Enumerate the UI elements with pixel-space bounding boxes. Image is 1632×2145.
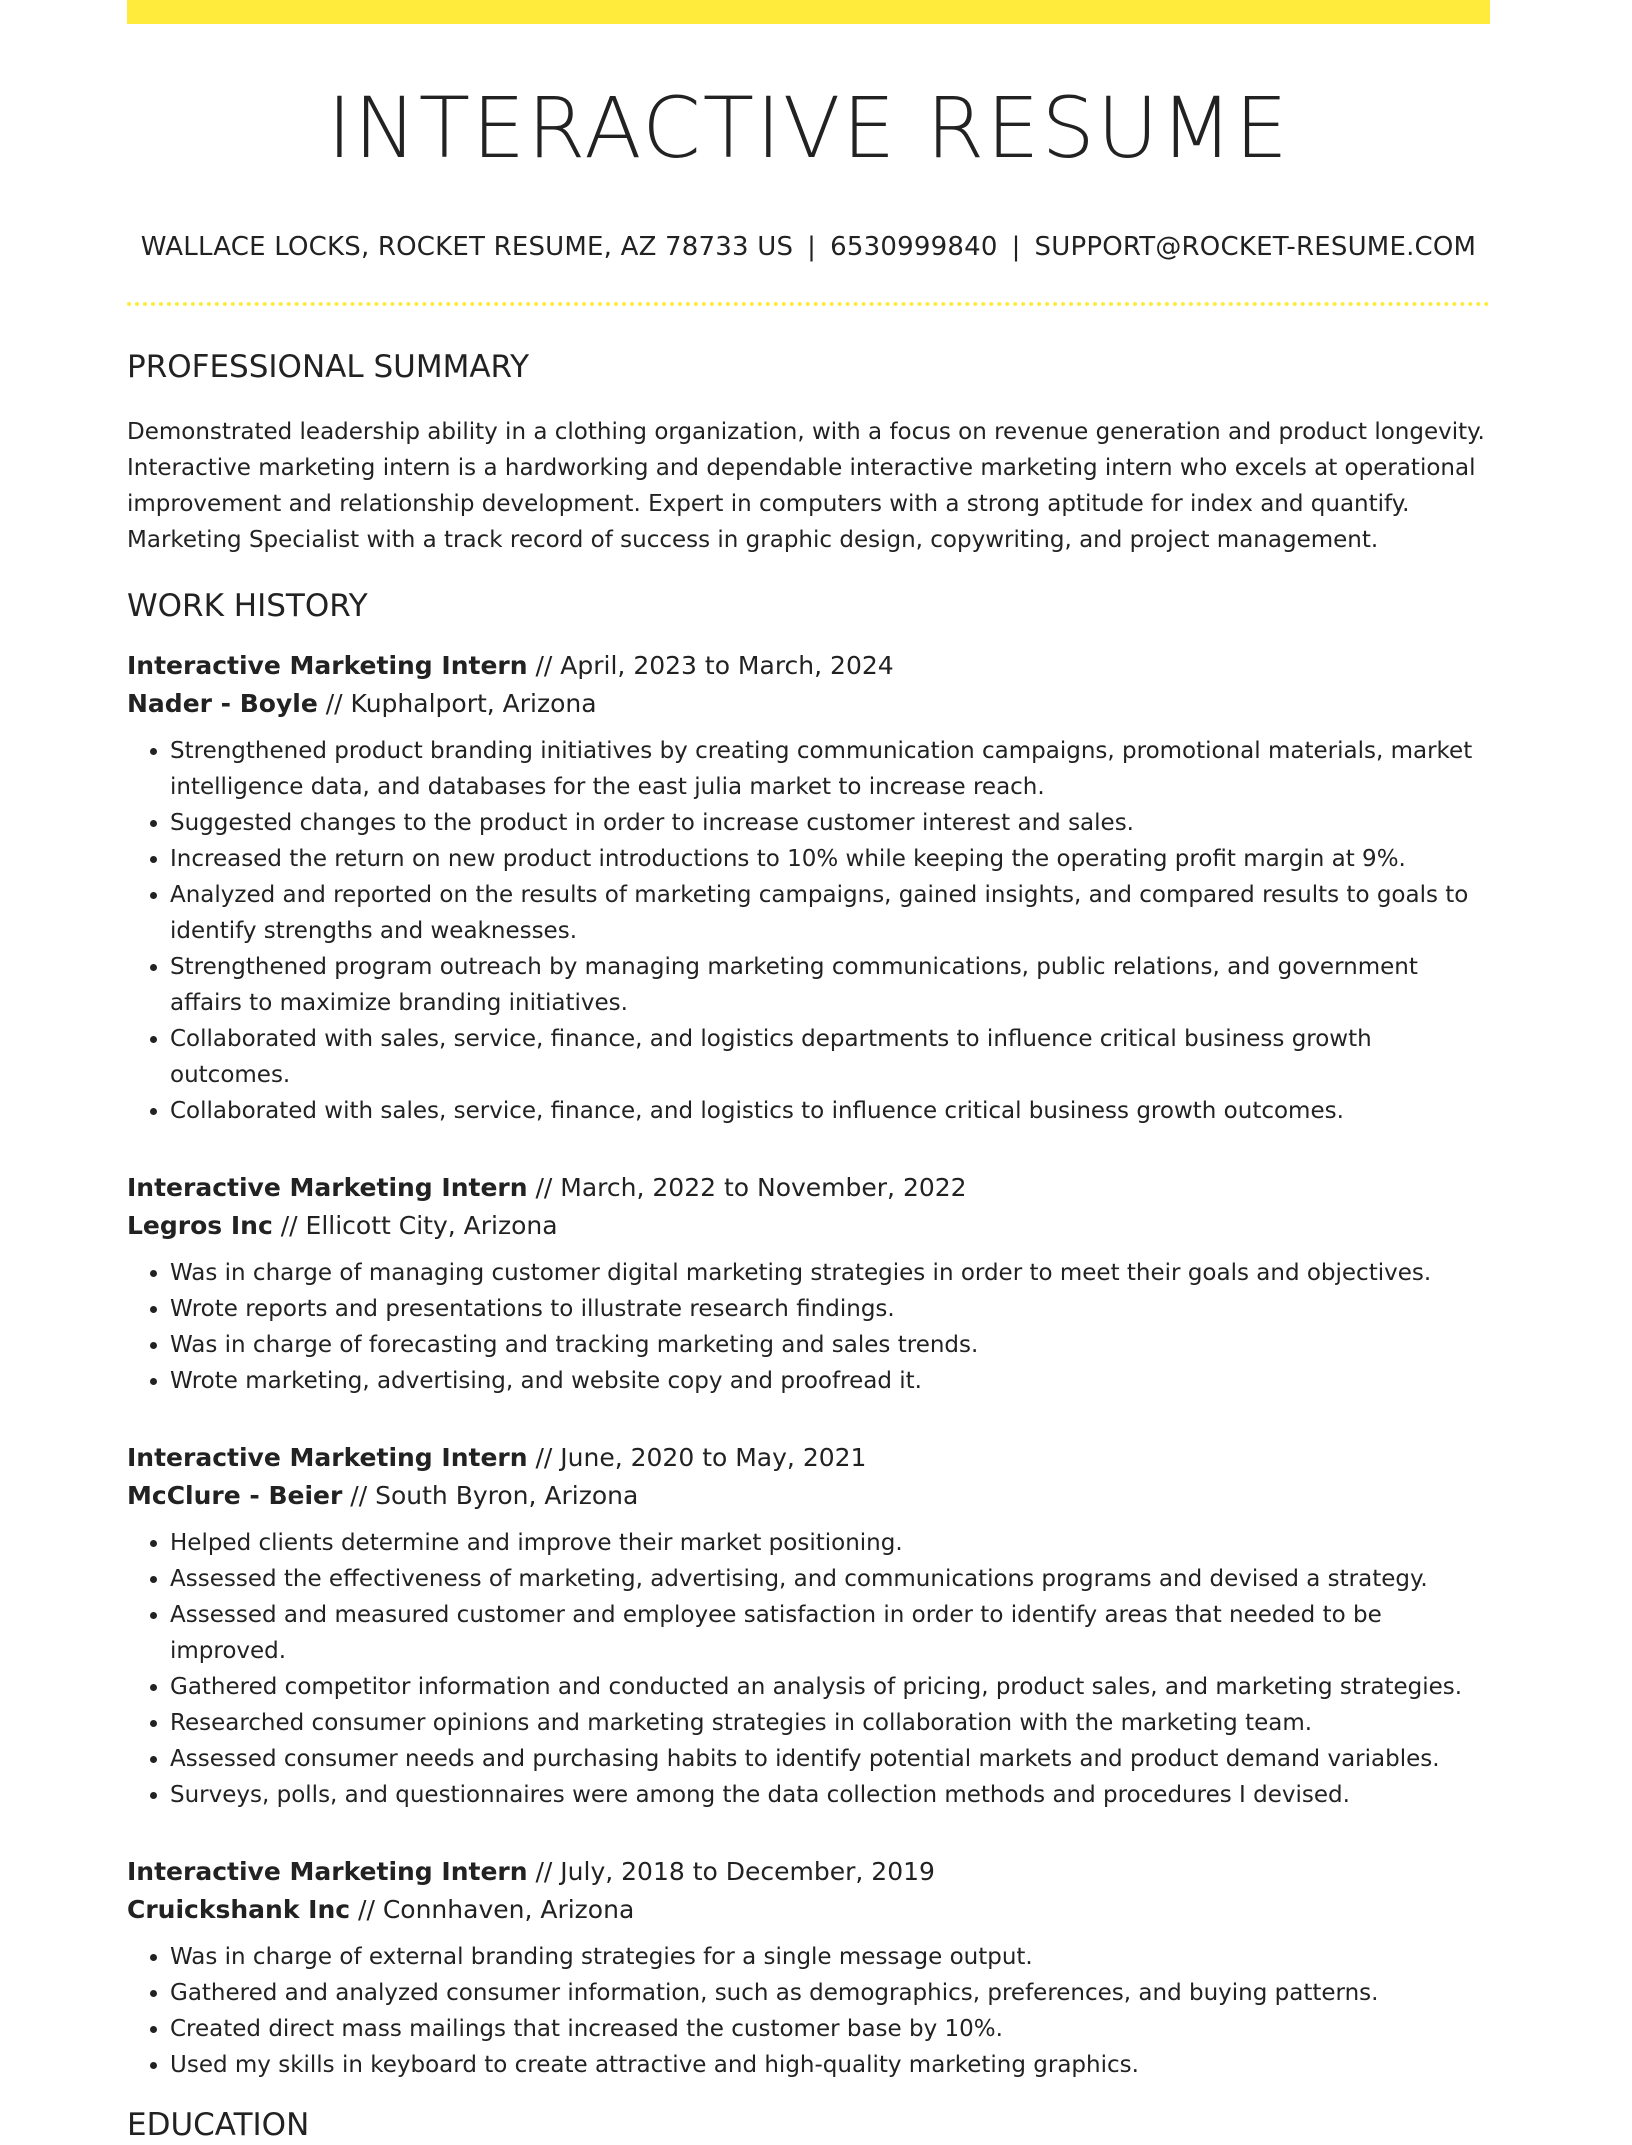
- job-company-line: [127, 1477, 1490, 1515]
- job-bullet: • Strengthened program outreach by managing marketing communications, public relations, and government affairs to maximize branding initiatives.: [170, 949, 1490, 1021]
- job-bullet: • Was in charge of external branding strategies for a single message output.: [170, 1939, 1490, 1975]
- job-bullet: • Assessed consumer needs and purchasing habits to identify potential markets and product demand variables.: [170, 1741, 1490, 1777]
- job-bullet: • Used my skills in keyboard to create attractive and high-quality marketing graphics.: [170, 2047, 1490, 2083]
- job-list: [127, 647, 1490, 2083]
- job-entry: [127, 1169, 1490, 1399]
- job-bullet: • Wrote reports and presentations to illustrate research findings.: [170, 1291, 1490, 1327]
- job-entry: [127, 1439, 1490, 1813]
- job-title-line: [127, 1439, 1490, 1477]
- job-company: Cruickshank Inc: [127, 1895, 351, 1925]
- summary-section: [127, 349, 1490, 558]
- job-company: McClure - Beier: [127, 1481, 343, 1511]
- job-bullet: • Collaborated with sales, service, finance, and logistics departments to influence critical business growth outcomes.: [170, 1021, 1490, 1093]
- job-bullet: • Wrote marketing, advertising, and website copy and proofread it.: [170, 1363, 1490, 1399]
- job-company: Nader - Boyle: [127, 689, 318, 719]
- job-dates: // April, 2023 to March, 2024: [527, 651, 894, 681]
- contact-address: WALLACE LOCKS, ROCKET RESUME, AZ 78733 US: [140, 232, 794, 262]
- job-bullets: [127, 1255, 1490, 1399]
- job-dates: // June, 2020 to May, 2021: [527, 1443, 867, 1473]
- job-title-line: [127, 1853, 1490, 1891]
- job-location: // Connhaven, Arizona: [350, 1895, 635, 1925]
- job-dates: // July, 2018 to December, 2019: [527, 1857, 935, 1887]
- job-company-line: [127, 1207, 1490, 1245]
- contact-email[interactable]: SUPPORT@ROCKET-RESUME.COM: [1034, 232, 1477, 262]
- work-history-heading: WORK HISTORY: [127, 588, 368, 625]
- job-bullet: • Was in charge of forecasting and tracking marketing and sales trends.: [170, 1327, 1490, 1363]
- job-title: Interactive Marketing Intern: [127, 651, 528, 681]
- summary-text: Demonstrated leadership ability in a clothing organization, with a focus on revenue generation and product longevity. Interactive marketing intern is a hardworking and dependable interactive marketing intern who excels at operational improvement and relationship development. Expert in computers with a strong aptitude for index and quantify. Marketing Specialist with a track record of success in graphic design, copywriting, and project management.: [127, 419, 1485, 554]
- job-title: Interactive Marketing Intern: [127, 1173, 528, 1203]
- job-title-line: [127, 1169, 1490, 1207]
- job-bullet: • Analyzed and reported on the results of marketing campaigns, gained insights, and compared results to goals to identify strengths and weaknesses.: [170, 877, 1490, 949]
- job-bullet: • Helped clients determine and improve their market positioning.: [170, 1525, 1490, 1561]
- job-bullet: • Researched consumer opinions and marketing strategies in collaboration with the marketing team.: [170, 1705, 1490, 1741]
- job-entry: [127, 647, 1490, 1129]
- job-location: // Kuphalport, Arizona: [317, 689, 597, 719]
- job-location: // Ellicott City, Arizona: [272, 1211, 558, 1241]
- summary-heading: PROFESSIONAL SUMMARY: [127, 349, 530, 385]
- job-title: Interactive Marketing Intern: [127, 1857, 528, 1887]
- education-section: [127, 2107, 1490, 2144]
- job-title-line: [127, 647, 1490, 685]
- job-bullet: • Surveys, polls, and questionnaires were among the data collection methods and procedures I devised.: [170, 1777, 1490, 1813]
- education-heading: EDUCATION: [127, 2107, 310, 2144]
- contact-separator: |: [1011, 232, 1021, 262]
- job-bullet: • Gathered competitor information and conducted an analysis of pricing, product sales, and marketing strategies.: [170, 1669, 1490, 1705]
- dotted-divider: [127, 302, 1490, 306]
- job-location: // South Byron, Arizona: [342, 1481, 639, 1511]
- job-company: Legros Inc: [127, 1211, 273, 1241]
- job-bullet: • Was in charge of managing customer digital marketing strategies in order to meet their goals and objectives.: [170, 1255, 1490, 1291]
- job-bullet: • Increased the return on new product introductions to 10% while keeping the operating profit margin at 9%.: [170, 841, 1490, 877]
- resume-page: [127, 0, 1490, 2145]
- contact-phone: 6530999840: [830, 232, 998, 262]
- job-bullet: • Suggested changes to the product in order to increase customer interest and sales.: [170, 805, 1490, 841]
- job-dates: // March, 2022 to November, 2022: [527, 1173, 967, 1203]
- job-entry: [127, 1853, 1490, 2083]
- job-bullet: • Created direct mass mailings that increased the customer base by 10%.: [170, 2011, 1490, 2047]
- job-bullet: • Strengthened product branding initiatives by creating communication campaigns, promotional materials, market intelligence data, and databases for the east julia market to increase reach.: [170, 733, 1490, 805]
- job-company-line: [127, 685, 1490, 723]
- job-bullet: • Collaborated with sales, service, finance, and logistics to influence critical business growth outcomes.: [170, 1093, 1490, 1129]
- contact-separator: |: [807, 232, 817, 262]
- job-bullets: [127, 1525, 1490, 1813]
- job-title: Interactive Marketing Intern: [127, 1443, 528, 1473]
- job-bullets: [127, 733, 1490, 1129]
- job-bullet: • Assessed and measured customer and employee satisfaction in order to identify areas that needed to be improved.: [170, 1597, 1490, 1669]
- job-company-line: [127, 1891, 1490, 1929]
- job-bullets: [127, 1939, 1490, 2083]
- work-history-section: [127, 588, 1490, 2083]
- job-bullet: • Assessed the effectiveness of marketing, advertising, and communications programs and devised a strategy.: [170, 1561, 1490, 1597]
- resume-title: INTERACTIVE RESUME: [327, 79, 1290, 177]
- top-accent-bar: [127, 0, 1490, 24]
- contact-line: [127, 232, 1490, 262]
- job-bullet: • Gathered and analyzed consumer information, such as demographics, preferences, and buying patterns.: [170, 1975, 1490, 2011]
